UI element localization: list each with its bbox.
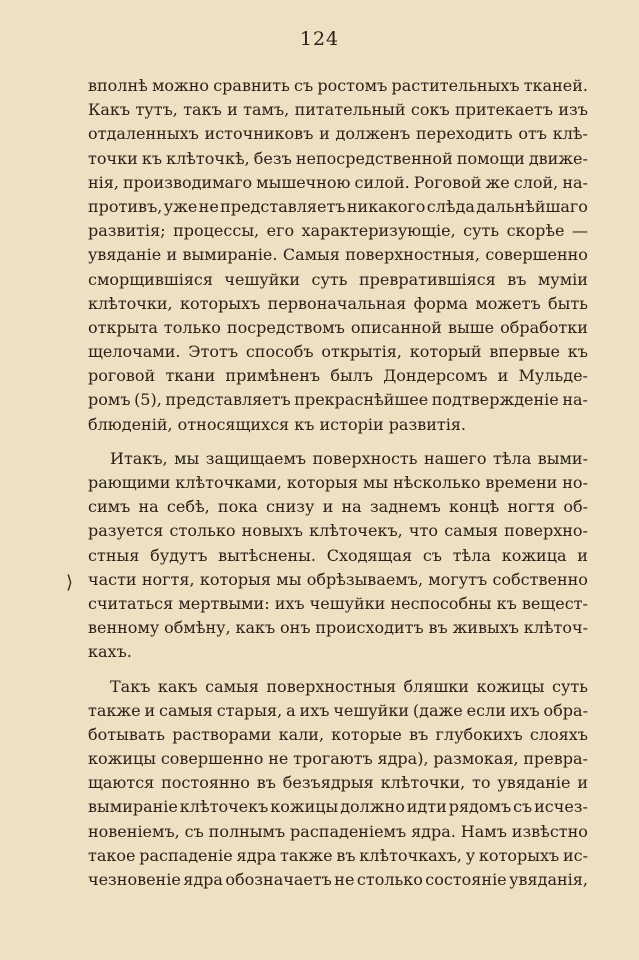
text-line: противъ, уже не представляетъ никакого слѣда дальнѣйшаго (88, 196, 588, 216)
paragraph-gap (88, 437, 588, 447)
text-line: роговой ткани примѣненъ былъ Дондерсомъ и Мульде- (88, 366, 588, 386)
paragraph (88, 74, 588, 437)
text-line: ботывать растворами кали, которые въ глубокихъ слояхъ (88, 724, 588, 744)
text-line: новеніемъ, съ полнымъ распаденіемъ ядра. Намъ извѣстно (88, 821, 588, 841)
stray-margin-mark: ⟩ (66, 572, 74, 593)
text-line: кахъ. (88, 642, 132, 662)
paragraph-gap (88, 665, 588, 675)
text-line: Итакъ, мы защищаемъ поверхность нашего тѣла выми- (110, 448, 588, 468)
text-line: сморщившіяся чешуйки суть превратившіяся въ муміи (88, 269, 588, 289)
text-line: вполнѣ можно сравнить съ ростомъ растительныхъ тканей. (88, 76, 588, 95)
text-line: развитія; процессы, его характеризующіе, суть скорѣе — (88, 221, 588, 241)
text-line: клѣточки, которыхъ первоначальная форма можетъ быть (88, 293, 588, 313)
page-number: 124 (299, 28, 340, 50)
text-line: точки къ клѣточкѣ, безъ непосредственной помощи движе- (88, 148, 588, 168)
paragraph (88, 447, 588, 665)
text-line: кожицы совершенно не трогаютъ ядра), размокая, превра- (88, 749, 588, 769)
text-line: такое распаденіе ядра также въ клѣточкахъ, у которыхъ ис- (88, 845, 588, 865)
body-text (88, 74, 588, 892)
text-line: щелочами. Этотъ способъ открытія, который впервые къ (88, 342, 588, 362)
text-line: части ногтя, которыя мы обрѣзываемъ, могутъ собственно (88, 569, 588, 589)
text-line: разуется столько новыхъ клѣточекъ, что самыя поверхно- (88, 521, 588, 541)
text-line: симъ на себѣ, пока снизу и на заднемъ концѣ ногтя об- (88, 497, 588, 517)
text-line: считаться мертвыми: ихъ чешуйки неспособны къ вещест- (88, 593, 588, 613)
text-line: Такъ какъ самыя поверхностныя бляшки кожицы суть (110, 676, 588, 696)
text-line: рающими клѣточками, которыя мы нѣсколько времени но- (88, 473, 588, 492)
text-line: вымираніе клѣточекъ кожицы должно идти рядомъ съ исчез- (88, 797, 588, 817)
text-line: увяданіе и вымираніе. Самыя поверхностныя, совершенно (88, 245, 588, 265)
paragraph (88, 675, 588, 893)
text-line: чезновеніе ядра обозначаетъ не столько состояніе увяданія, (88, 870, 588, 889)
text-line: открыта только посредствомъ описанной выше обработки (88, 317, 588, 337)
text-line: Какъ тутъ, такъ и тамъ, питательный сокъ притекаетъ изъ (88, 100, 588, 120)
text-line: ромъ (5), представляетъ прекраснѣйшее подтвержденіе на- (88, 390, 588, 410)
text-line: щаются постоянно въ безъядрыя клѣточки, то увяданіе и (88, 773, 588, 793)
text-line: нія, производимаго мышечною силой. Роговой же слой, на- (88, 172, 588, 192)
text-line: блюденій, относящихся къ исторіи развитія. (88, 414, 467, 434)
text-line: стныя будутъ вытѣснены. Сходящая съ тѣла кожица и (88, 545, 588, 565)
text-line: отдаленныхъ источниковъ и долженъ переходить отъ клѣ- (88, 124, 588, 144)
text-line: также и самыя старыя, а ихъ чешуйки (даже если ихъ обра- (88, 700, 588, 720)
text-line: венному обмѣну, какъ онъ происходитъ въ живыхъ клѣточ- (88, 618, 588, 638)
